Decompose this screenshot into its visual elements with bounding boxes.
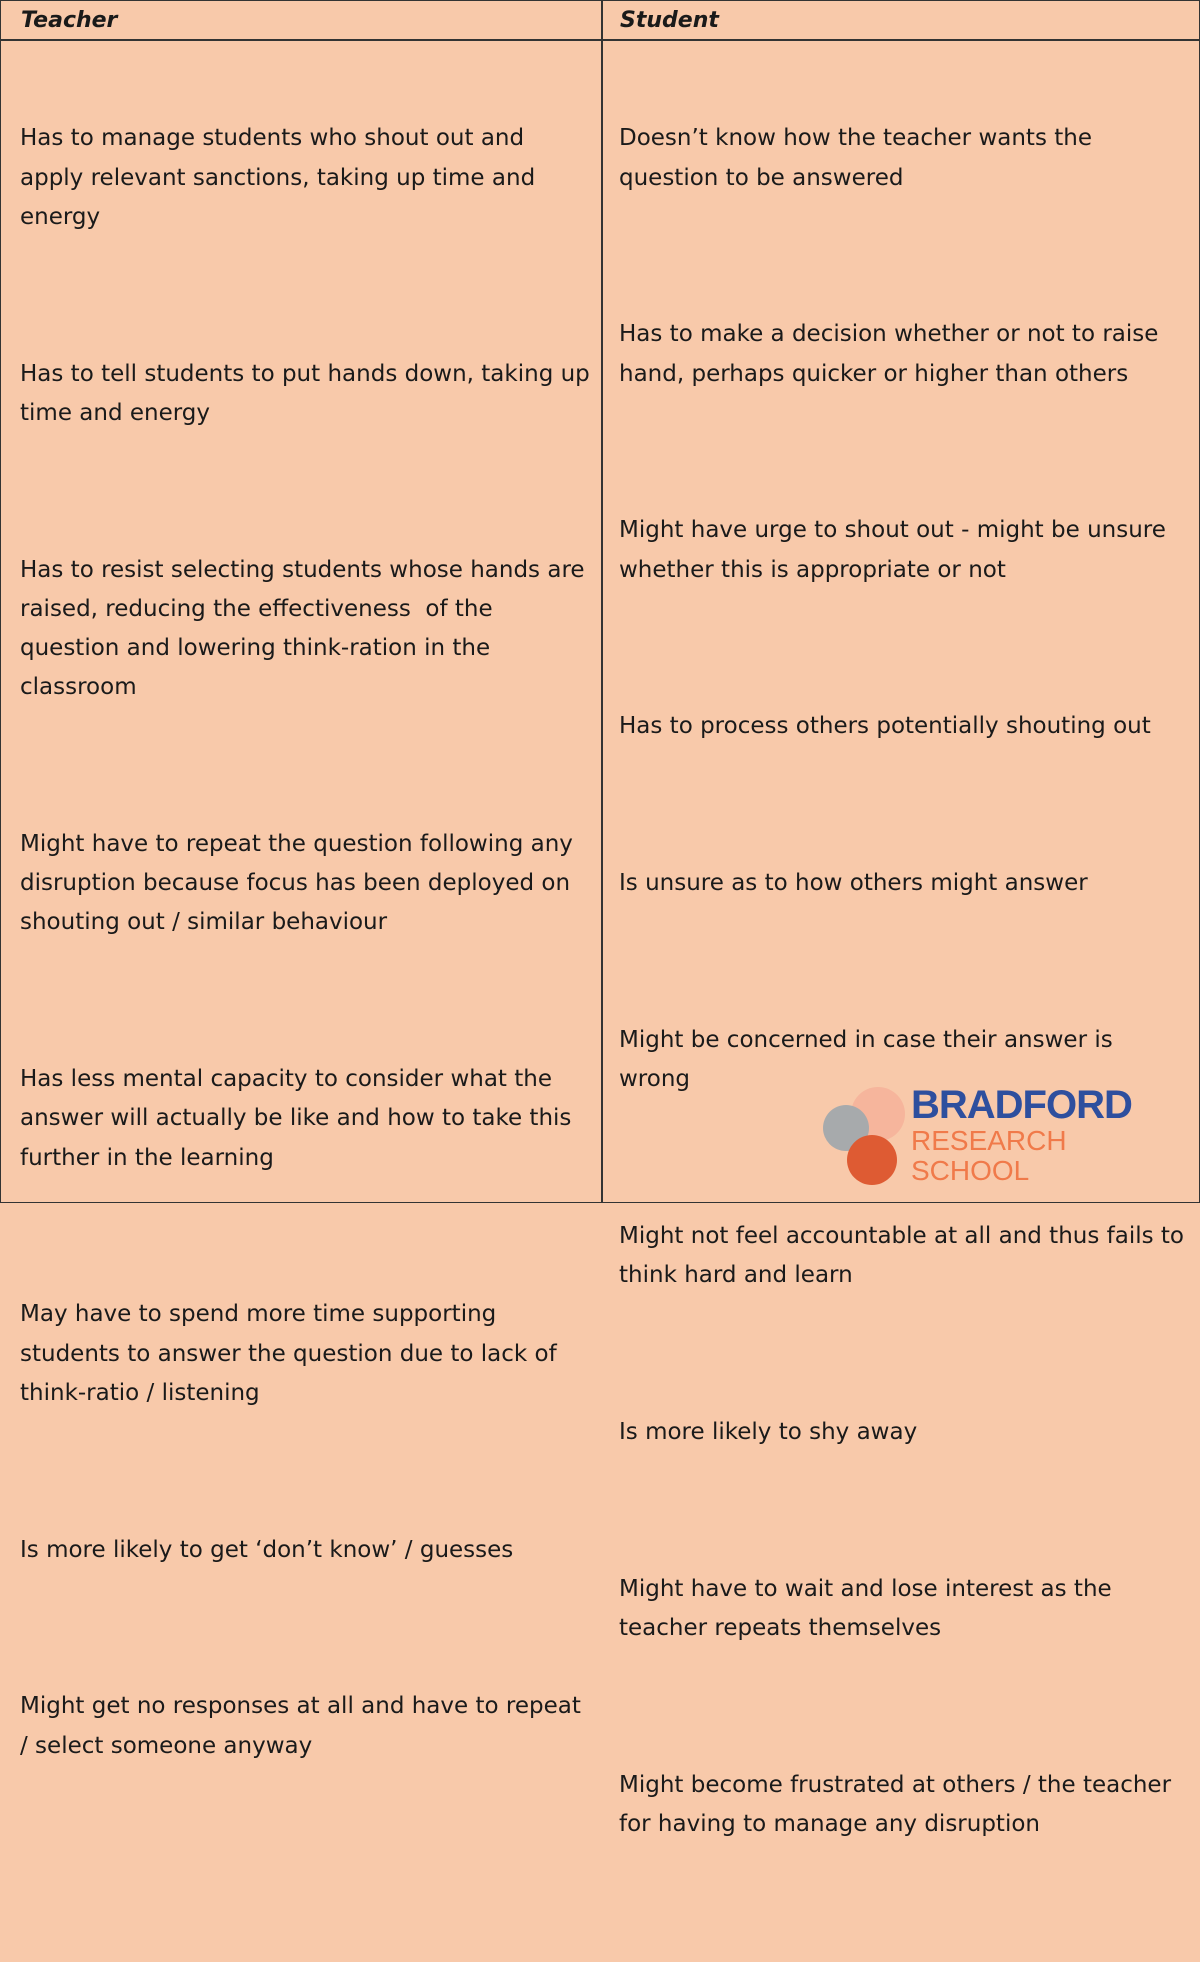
student-column-header: Student [620,7,719,33]
logo-line-school: SCHOOL [911,1155,1030,1186]
student-item: Might have urge to shout out - might be unsure whether this is appropriate or not [619,517,1174,583]
teacher-item: Has less mental capacity to consider what the answer will actually be like and how to take this further in the learning [20,1066,579,1171]
student-item: Might have to wait and lose interest as the teacher repeats themselves [619,1575,1119,1641]
teacher-item: May have to spend more time supporting students to answer the question due to lack of think-ratio / listening [20,1301,565,1406]
teacher-item: Has to manage students who shout out and apply relevant sanctions, taking up time and energy [20,125,543,230]
logo-line-research: RESEARCH [911,1125,1067,1156]
student-item: Might not feel accountable at all and thus fails to think hard and learn [619,1223,1192,1289]
student-item: Is more likely to shy away [619,1419,918,1445]
logo-circles-icon [819,1083,919,1193]
student-item: Is unsure as to how others might answer [619,870,1088,897]
teacher-item: Is more likely to get ‘don’t know’ / guesses [20,1536,514,1563]
logo-line-bradford: BRADFORD [911,1083,1132,1127]
student-item: Might become frustrated at others / the teacher for having to manage any disruption [619,1771,1179,1837]
teacher-item: Might have to repeat the question following any disruption because focus has been deployed on shouting out / similar behaviour [20,831,581,936]
bradford-research-school-logo [819,1083,1149,1193]
logo-wordmark [911,1085,1132,1185]
teacher-column-header: Teacher [21,7,118,33]
student-item: Might be concerned in case their answer is wrong [619,1027,1121,1093]
column-divider [601,1,603,1202]
student-item: Has to process others potentially shouting out [619,713,1151,740]
teacher-column [20,41,598,1883]
teacher-item: Might get no responses at all and have to repeat / select someone anyway [20,1693,589,1759]
student-item: Doesn’t know how the teacher wants the question to be answered [619,125,1100,191]
teacher-item: Has to tell students to put hands down, taking up time and energy [20,360,598,426]
student-item: Has to make a decision whether or not to raise hand, perhaps quicker or higher than others [619,321,1166,387]
teacher-item: Has to resist selecting students whose hands are raised, reducing the effectiveness of the question and lowering think-ration in the classroom [20,556,592,701]
student-column [619,41,1192,1962]
